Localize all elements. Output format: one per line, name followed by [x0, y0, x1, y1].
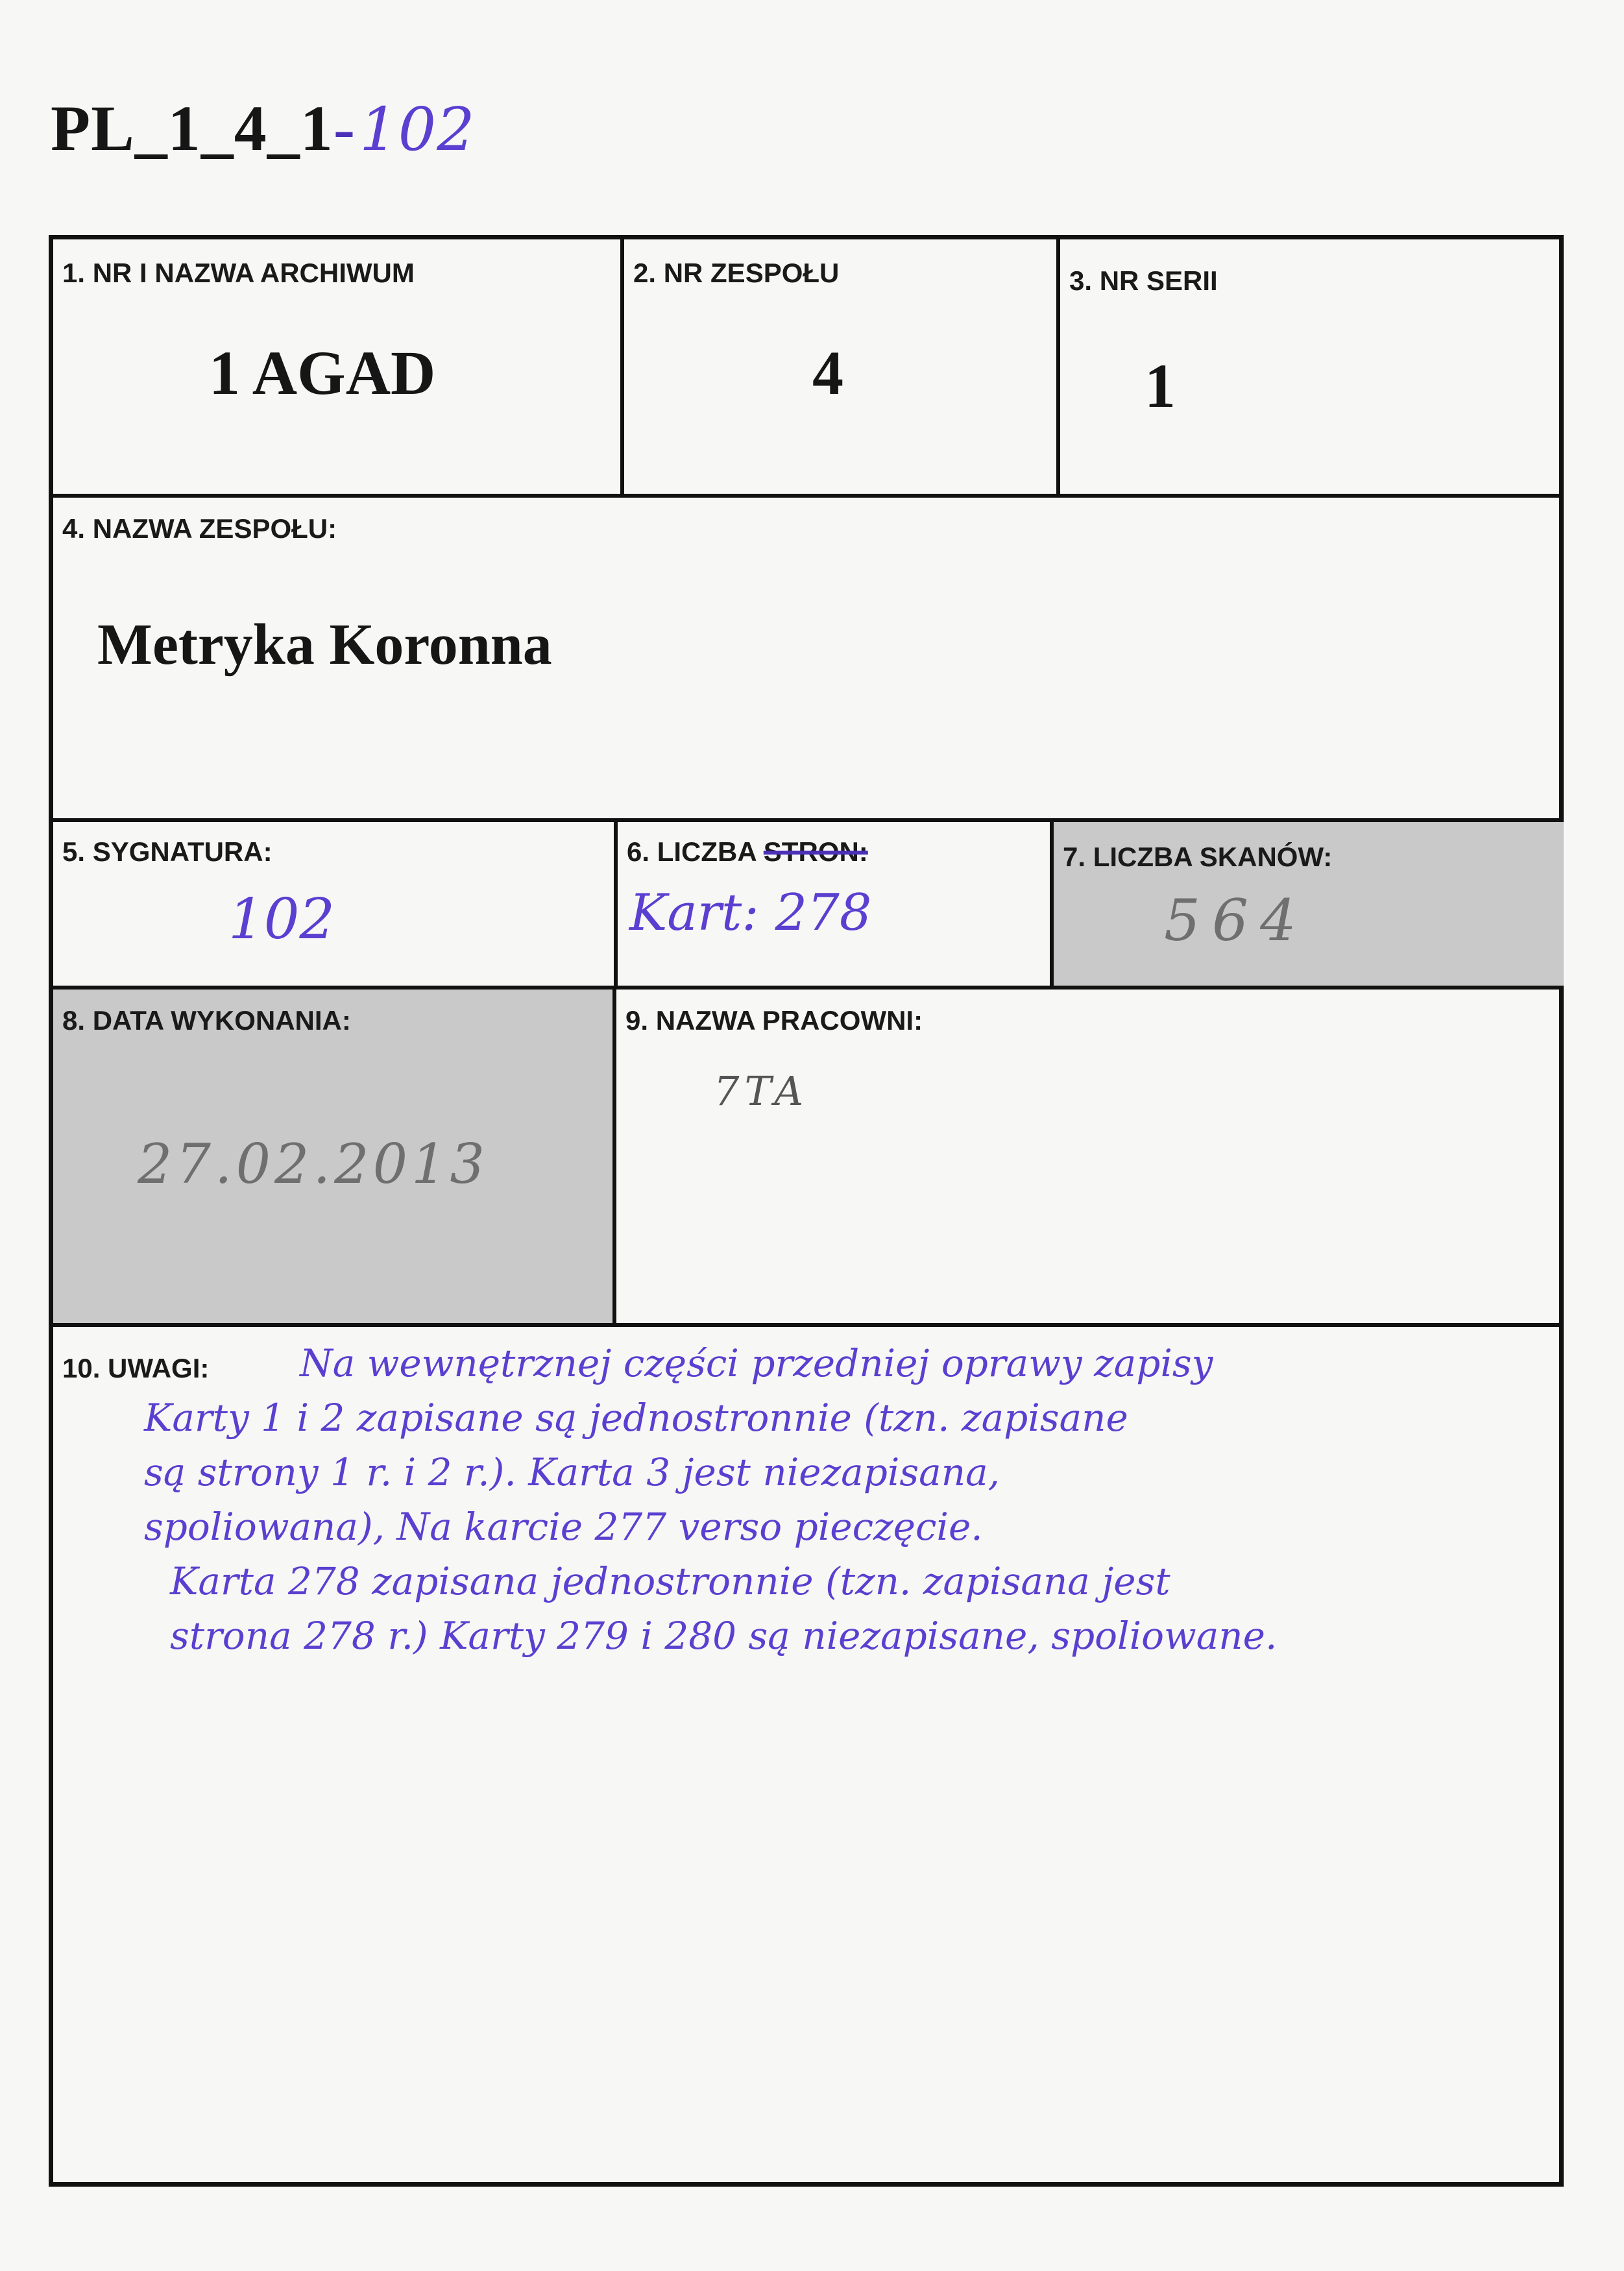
field-archive-value: 1 AGAD	[209, 338, 436, 407]
remarks-line: Na wewnętrznej części przedniej oprawy zapisy	[300, 1341, 1213, 1385]
field-workshop	[616, 990, 1564, 1327]
field-workshop-value: 7TA	[714, 1067, 809, 1115]
field-remarks	[53, 1327, 1564, 2182]
document-code-handwritten: 102	[359, 95, 476, 164]
field-scan-count-value: 564	[1164, 887, 1308, 954]
field-page-count	[618, 822, 1054, 990]
field-page-count-label-prefix: 6. LICZBA	[627, 836, 764, 867]
field-fonds-number-value: 4	[812, 338, 843, 407]
field-date-label: 8. DATA WYKONANIA:	[62, 1005, 351, 1036]
field-date	[53, 990, 616, 1327]
field-fonds-name-value: Metryka Koronna	[97, 613, 552, 677]
field-fonds-number	[624, 239, 1060, 498]
field-page-count-label	[627, 836, 868, 868]
field-scan-count	[1054, 822, 1564, 990]
field-signature-value: 102	[228, 887, 335, 952]
field-remarks-label: 10. UWAGI:	[62, 1353, 210, 1383]
field-fonds-number-label: 2. NR ZESPOŁU	[633, 258, 840, 288]
remarks-line: strona 278 r.) Karty 279 i 280 są niezapisane, spoliowane.	[170, 1614, 1278, 1658]
remarks-line: Karta 278 zapisana jednostronnie (tzn. zapisana jest	[170, 1559, 1170, 1603]
field-page-count-value: Kart: 278	[629, 884, 872, 942]
remarks-line: Karty 1 i 2 zapisane są jednostronnie (tzn. zapisane	[144, 1396, 1128, 1440]
field-workshop-label: 9. NAZWA PRACOWNI:	[625, 1005, 923, 1036]
field-scan-count-label: 7. LICZBA SKANÓW:	[1063, 842, 1333, 872]
field-signature-label: 5. SYGNATURA:	[62, 836, 273, 867]
form-table	[49, 235, 1564, 2187]
field-fonds-name-label: 4. NAZWA ZESPOŁU:	[62, 513, 337, 544]
field-series-number-label: 3. NR SERII	[1069, 265, 1218, 296]
field-fonds-name	[53, 498, 1564, 822]
field-archive	[53, 239, 624, 498]
document-code-printed: PL_1_4_1	[51, 92, 333, 164]
field-series-number	[1060, 239, 1564, 498]
field-remarks-text	[86, 1336, 1557, 1663]
field-date-value: 27.02.2013	[138, 1132, 489, 1196]
field-page-count-label-struck: STRON:	[763, 836, 868, 867]
document-code	[51, 91, 476, 165]
remarks-line: są strony 1 r. i 2 r.). Karta 3 jest niezapisana,	[144, 1450, 1000, 1494]
field-series-number-value: 1	[1145, 351, 1176, 420]
remarks-line: spoliowana), Na karcie 277 verso pieczęcie.	[144, 1505, 983, 1549]
field-archive-label: 1. NR I NAZWA ARCHIWUM	[62, 258, 415, 288]
document-code-dash: -	[333, 92, 356, 164]
field-signature	[53, 822, 618, 990]
